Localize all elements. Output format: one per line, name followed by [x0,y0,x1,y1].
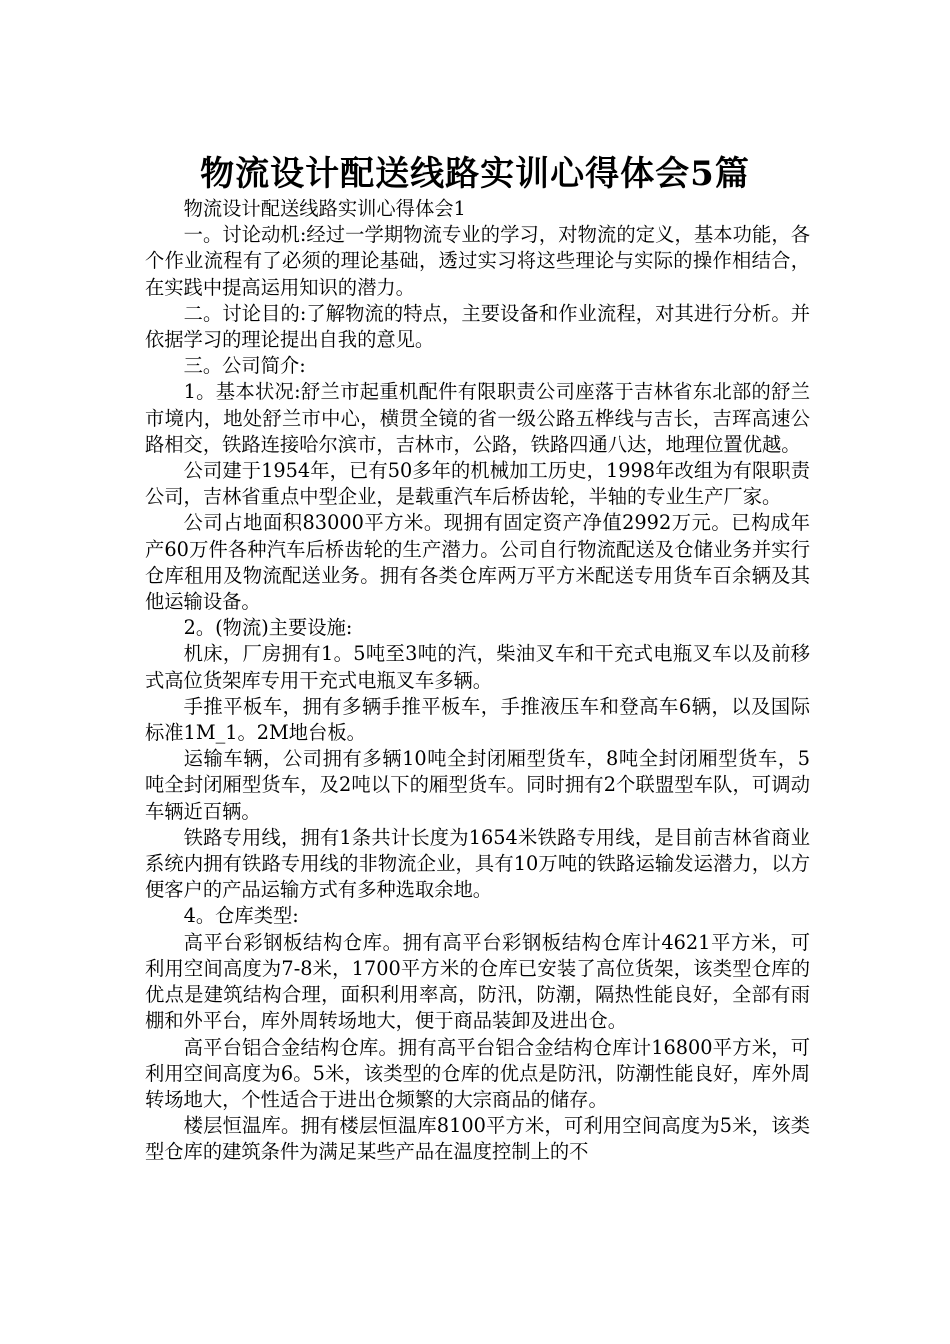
section-heading: 物流设计配送线路实训心得体会1 [183,197,466,220]
document-title: 物流设计配送线路实训心得体会5篇 [200,153,750,194]
paragraph: 高平台铝合金结构仓库。拥有高平台铝合金结构仓库计16800平方米，可利用空间高度为6。5米，该类型的仓库的优点是防汛，防潮性能良好，库外周转场地大，个性适合于进出仓频繁的大宗商品的储存。 [145,1035,810,1111]
paragraph: 公司占地面积83000平方米。现拥有固定资产净值2992万元。已构成年产60万件各种汽车后桥齿轮的生产潜力。公司自行物流配送及仓储业务并实行仓库租用及物流配送业务。拥有各类仓库两万平方米配送专用货车百余辆及其他运输设备。 [145,511,810,614]
paragraph: 公司建于1954年，已有50多年的机械加工历史，1998年改组为有限职责公司，吉林省重点中型企业，是载重汽车后桥齿轮，半轴的专业生产厂家。 [145,459,810,509]
paragraph: 机床，厂房拥有1。5吨至3吨的汽，柴油叉车和干充式电瓶叉车以及前移式高位货架库专用干充式电瓶叉车多辆。 [145,642,810,692]
document-body [145,196,810,1166]
paragraph: 楼层恒温库。拥有楼层恒温库8100平方米，可利用空间高度为5米，该类型仓库的建筑条件为满足某些产品在温度控制上的不 [145,1114,810,1164]
paragraph: 2。(物流)主要设施: [183,616,353,640]
paragraph: 高平台彩钢板结构仓库。拥有高平台彩钢板结构仓库计4621平方米，可利用空间高度为7-8米，1700平方米的仓库已安装了高位货架，该类型仓库的优点是建筑结构合理，面积利用率高，防汛，防潮，隔热性能良好，全部有雨棚和外平台，库外周转场地大，便于商品装卸及进出仓。 [145,930,810,1033]
paragraph: 1。基本状况:舒兰市起重机配件有限职责公司座落于吉林省东北部的舒兰市境内，地处舒兰市中心，横贯全镜的省一级公路五桦线与吉长，吉珲高速公路相交，铁路连接哈尔滨市，吉林市，公路，铁路四通八达，地理位置优越。 [145,380,810,456]
paragraph: 运输车辆，公司拥有多辆10吨全封闭厢型货车，8吨全封闭厢型货车，5吨全封闭厢型货车，及2吨以下的厢型货车。同时拥有2个联盟型车队，可调动车辆近百辆。 [145,747,810,823]
paragraph: 铁路专用线，拥有1条共计长度为1654米铁路专用线，是目前吉林省商业系统内拥有铁路专用线的非物流企业，具有10万吨的铁路运输发运潜力，以方便客户的产品运输方式有多种选取余地。 [145,825,810,902]
paragraph: 二。讨论目的:了解物流的特点，主要设备和作业流程，对其进行分析。并依据学习的理论提出自我的意见。 [145,301,810,352]
paragraph: 三。公司简介: [183,354,306,378]
paragraph: 手推平板车，拥有多辆手推平板车，手推液压车和登高车6辆，以及国际标准1M_1。2M地台板。 [145,694,810,745]
paragraph: 4。仓库类型: [183,904,299,928]
paragraph: 一。讨论动机:经过一学期物流专业的学习，对物流的定义，基本功能，各个作业流程有了必须的理论基础，透过实习将这些理论与实际的操作相结合，在实践中提高运用知识的潜力。 [145,223,810,299]
